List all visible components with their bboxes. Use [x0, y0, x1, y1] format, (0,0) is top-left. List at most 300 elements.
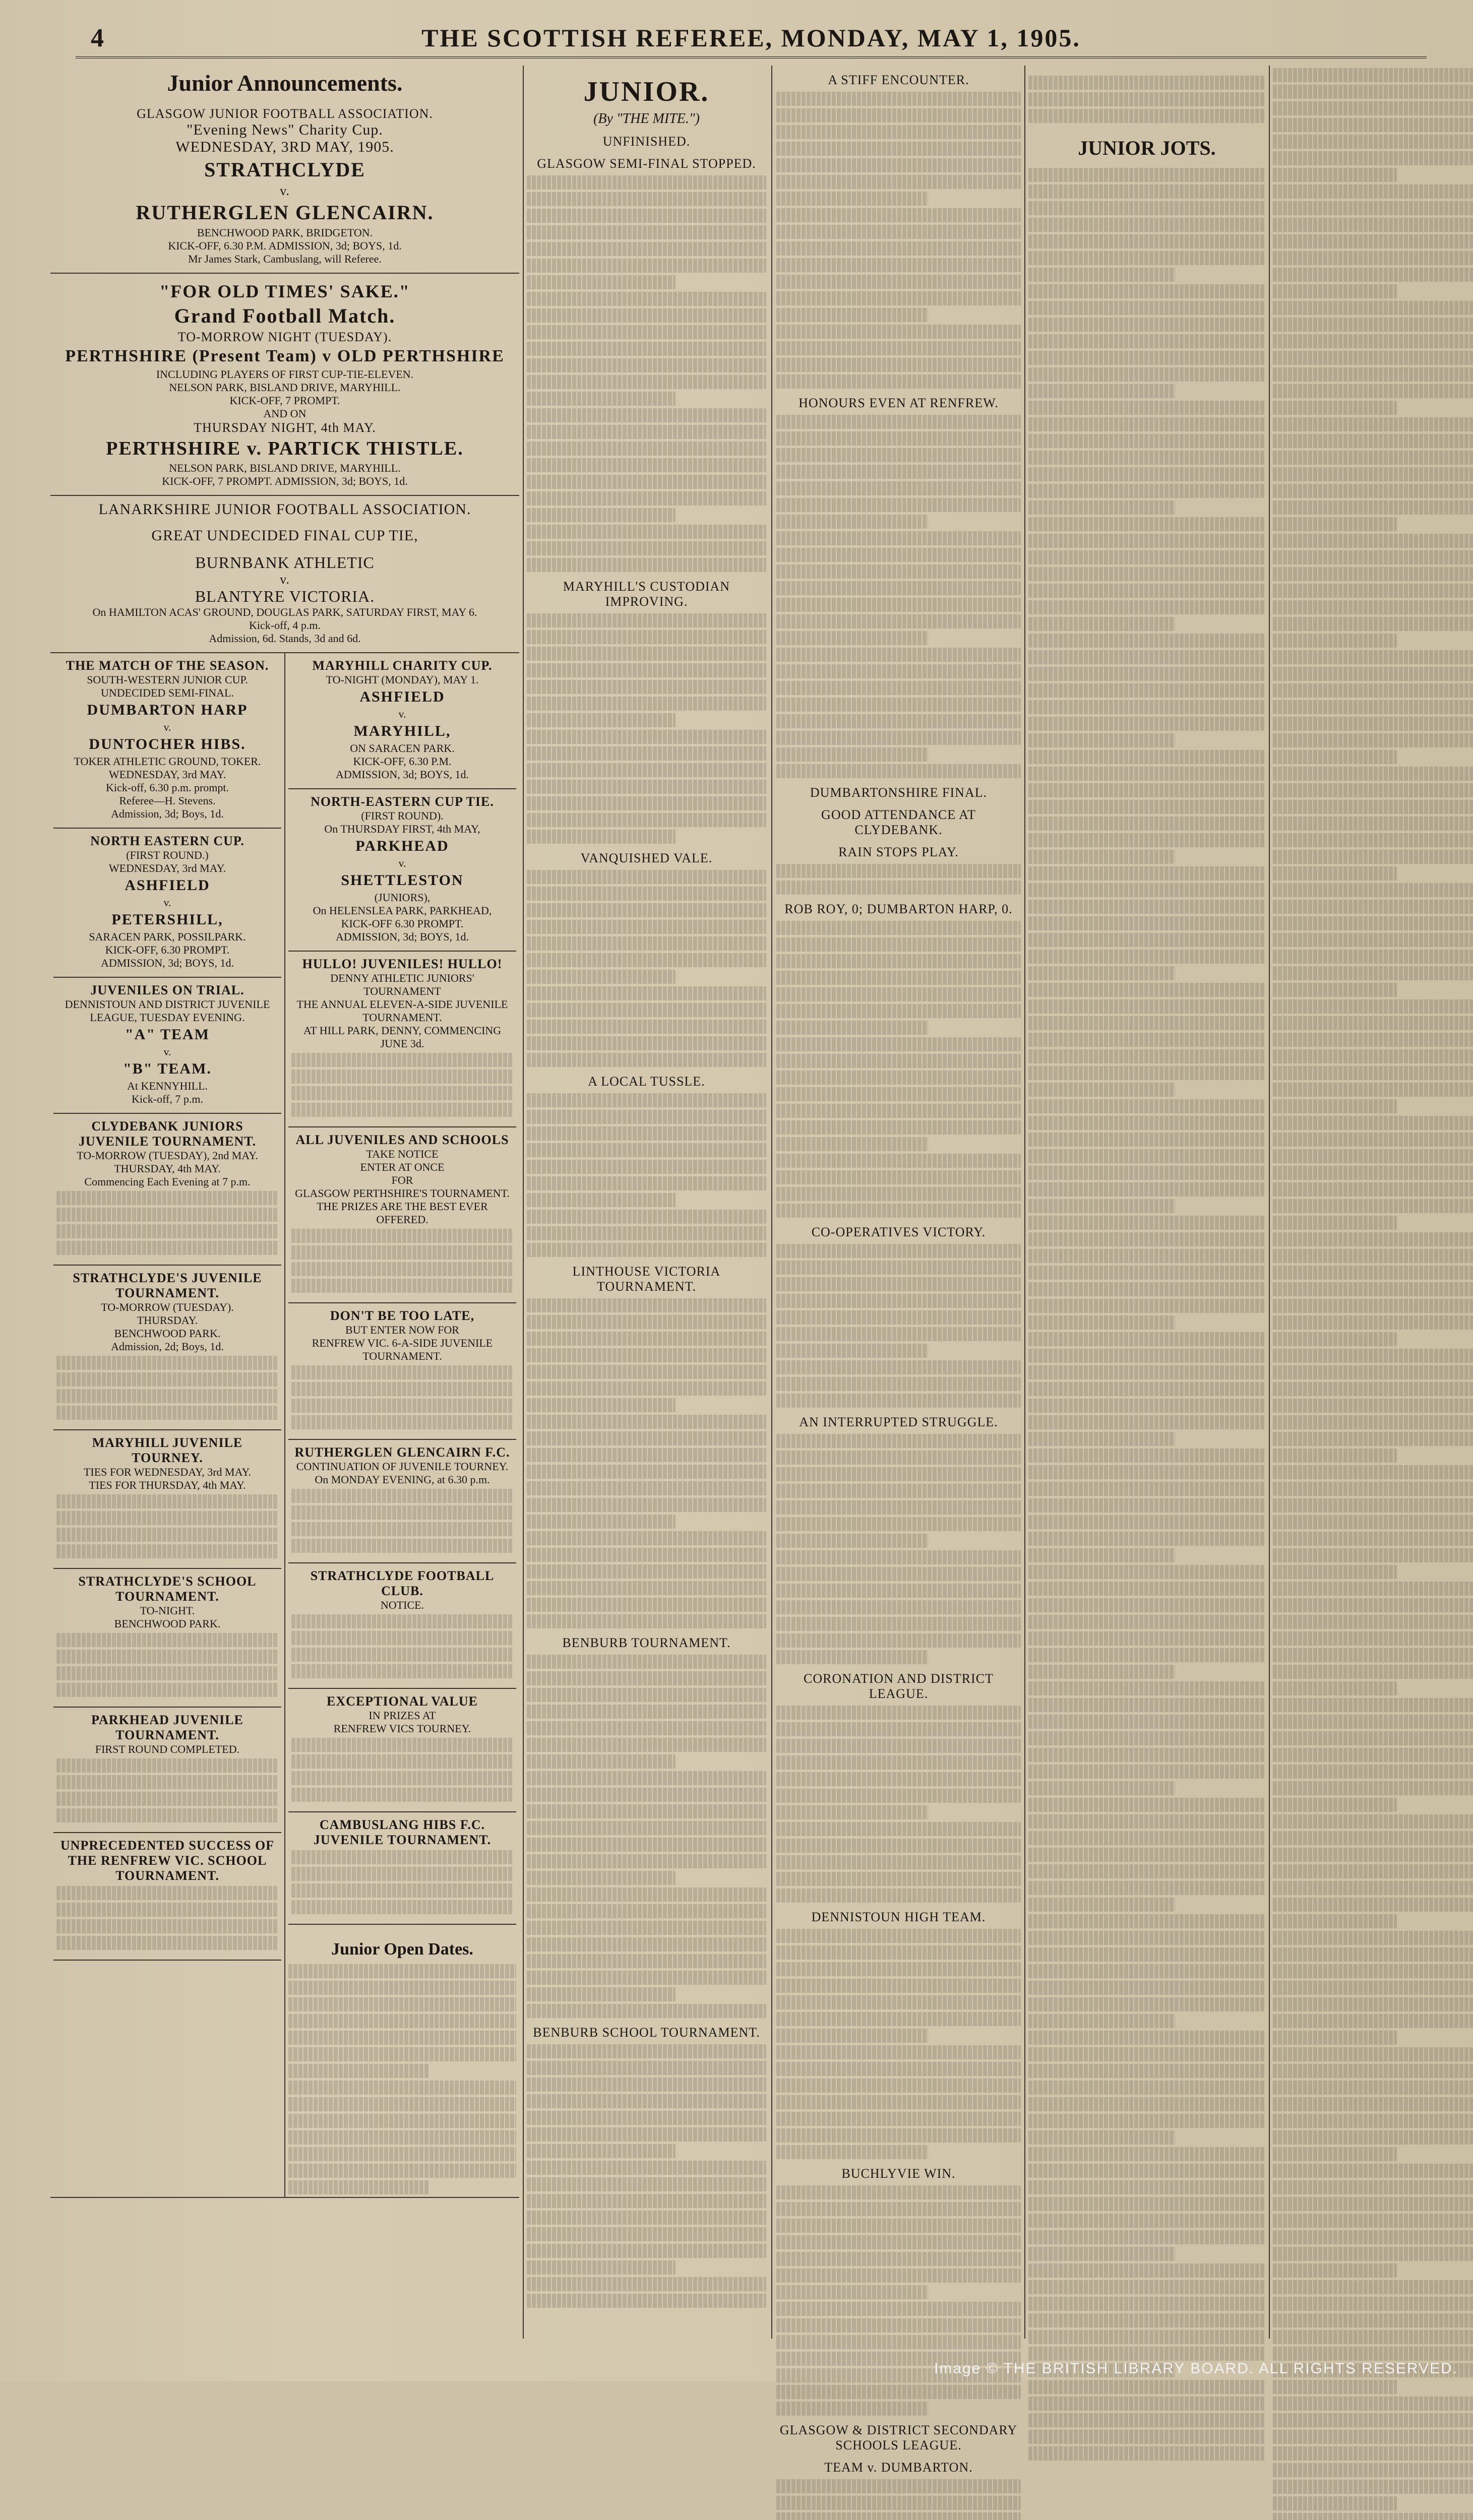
text-line: [1273, 2164, 1473, 2178]
text-line: [1028, 1665, 1175, 1679]
text-line: [527, 458, 766, 472]
text-line: [1273, 1698, 1473, 1712]
section-body: [776, 921, 1021, 1218]
text-line: [776, 358, 1021, 372]
ad-line: (FIRST ROUND.): [126, 849, 209, 861]
text-line: [1028, 218, 1265, 232]
ad-details: KICK-OFF 6.30 PROMPT.: [341, 917, 464, 930]
text-line: [1273, 1149, 1473, 1163]
section-body: [527, 175, 766, 572]
text-line: [291, 1279, 513, 1293]
text-line: [1028, 650, 1265, 664]
ad-team: DUMBARTON HARP: [87, 702, 248, 718]
text-line: [1273, 2397, 1473, 2411]
text-line: [527, 887, 766, 901]
text-line: [1273, 1598, 1473, 1612]
text-line: [776, 1567, 1021, 1581]
text-line: [1028, 1282, 1265, 1296]
text-line: [291, 1788, 513, 1802]
text-line: [1273, 2480, 1473, 2494]
text-line: [56, 1666, 278, 1680]
text-line: [527, 1821, 766, 1835]
ad-column-left: [50, 653, 285, 2197]
text-line: [527, 1671, 766, 1685]
text-line: [1028, 866, 1265, 880]
ad-title: STRATHCLYDE FOOTBALL CLUB.: [310, 1568, 495, 1598]
text-line: [56, 1224, 278, 1238]
text-line: [527, 730, 766, 744]
text-line: [527, 1804, 766, 1818]
ad-details: TOKER ATHLETIC GROUND, TOKER.: [74, 755, 261, 768]
text-line: [776, 192, 928, 206]
text-line: [776, 564, 1021, 579]
text-line: [288, 2031, 516, 2045]
text-line: [776, 1360, 1021, 1374]
ad-details: KICK-OFF, 7 PROMPT. ADMISSION, 3d; BOYS, 1d.: [162, 475, 408, 487]
text-line: [1273, 118, 1473, 132]
text-line: [527, 763, 766, 777]
ad-details: Admission, 6d. Stands, 3d and 6d.: [209, 632, 361, 645]
text-line: [1028, 484, 1265, 498]
text-line: [776, 158, 1021, 172]
text-line: [1273, 1532, 1473, 1546]
text-line: [1273, 2247, 1473, 2261]
text-line: [527, 375, 766, 389]
text-line: [1273, 1565, 1397, 1579]
text-line: [1273, 201, 1473, 215]
ad-line: (FIRST ROUND).: [361, 809, 444, 822]
text-line: [527, 259, 766, 273]
text-line: [1273, 833, 1473, 847]
ad-title: THE MATCH OF THE SEASON.: [66, 658, 269, 673]
section-body: [527, 1298, 766, 1628]
text-line: [291, 1754, 513, 1769]
text-line: [527, 541, 766, 555]
text-line: [527, 1110, 766, 1124]
text-line: [56, 1544, 278, 1558]
text-line: [1273, 1049, 1473, 1063]
text-line: [1028, 1648, 1265, 1662]
ad-details: Referee—H. Stevens.: [119, 794, 216, 807]
ad-lanarkshire-final: [50, 496, 519, 653]
text-line: [776, 1451, 1021, 1465]
advertisement: [53, 1114, 281, 1266]
ad-title: DON'T BE TOO LATE,: [330, 1308, 475, 1323]
ad-line: GLASGOW JUNIOR FOOTBALL ASSOCIATION.: [137, 106, 433, 121]
text-line: [1028, 2114, 1265, 2128]
text-line: [527, 2277, 766, 2291]
text-line: [527, 713, 676, 727]
text-line: [776, 1344, 928, 1358]
text-line: [1028, 567, 1265, 581]
text-line: [527, 1348, 766, 1362]
text-line: [288, 1981, 516, 1995]
text-line: [1028, 2430, 1265, 2444]
text-line: [1273, 2081, 1473, 2095]
ad-details: AT HILL PARK, DENNY, COMMENCING JUNE 3d.: [303, 1024, 502, 1050]
text-line: [1028, 2446, 1265, 2461]
ad-details: KICK-OFF, 6.30 PROMPT.: [105, 943, 230, 956]
text-line: [1028, 2197, 1265, 2211]
text-line: [776, 2128, 1021, 2143]
ad-details: Kick-off, 7 p.m.: [132, 1093, 203, 1105]
text-line: [776, 864, 1021, 878]
ad-line: On THURSDAY FIRST, 4th MAY,: [324, 823, 480, 835]
text-line: [1028, 1382, 1265, 1396]
advertisement: [53, 653, 281, 829]
advertisement: [288, 1812, 516, 1925]
ad-details: Admission, 2d; Boys, 1d.: [111, 1340, 224, 1353]
text-line: [1273, 1282, 1473, 1296]
section-heading: RAIN STOPS PLAY.: [838, 845, 959, 859]
ad-team: PERTHSHIRE (Present Team) v OLD PERTHSHIRE: [65, 347, 505, 365]
text-line: [288, 2097, 516, 2111]
text-line: [1273, 966, 1473, 980]
ad-title: RUTHERGLEN GLENCAIRN F.C.: [294, 1445, 510, 1460]
text-line: [527, 2211, 766, 2225]
text-line: [1028, 2214, 1265, 2228]
section-heading: DUMBARTONSHIRE FINAL.: [810, 785, 988, 800]
ad-venue: BENCHWOOD PARK, BRIDGETON.: [197, 226, 373, 239]
text-line: [1273, 2446, 1473, 2461]
text-line: [1273, 1033, 1473, 1047]
ad-line: TAKE NOTICE: [366, 1148, 439, 1160]
text-line: [527, 1721, 766, 1735]
text-line: [527, 1655, 766, 1669]
text-line: [1273, 933, 1473, 947]
article-list: [527, 156, 766, 2308]
text-line: [776, 1722, 1021, 1736]
text-line: [1028, 717, 1265, 731]
text-line: [776, 2219, 1021, 2233]
text-line: [527, 1515, 676, 1529]
text-line: [1028, 2097, 1265, 2111]
text-line: [1273, 1648, 1473, 1662]
text-line: [1273, 2347, 1473, 2361]
text-line: [1028, 850, 1175, 864]
ad-line: TIES FOR WEDNESDAY, 3rd MAY.: [83, 1466, 252, 1478]
article-kicker: UNFINISHED.: [602, 134, 691, 149]
column-rule: [771, 66, 772, 2339]
text-line: [291, 1053, 513, 1067]
text-line: [1273, 1947, 1473, 1962]
text-line: [776, 2402, 928, 2416]
text-line: [1028, 534, 1265, 548]
ad-line: LANARKSHIRE JUNIOR FOOTBALL ASSOCIATION.: [98, 501, 471, 518]
text-line: [1273, 1016, 1473, 1030]
ad-details: SARACEN PARK, POSSILPARK.: [89, 930, 246, 943]
ad-details: TIES FOR THURSDAY, 4th MAY.: [89, 1479, 246, 1491]
text-line: [527, 1581, 766, 1595]
text-line: [527, 1193, 676, 1207]
text-line: [776, 1839, 1021, 1853]
text-line: [1028, 1814, 1265, 1829]
section-heading: VANQUISHED VALE.: [580, 851, 713, 865]
text-line: [1273, 401, 1397, 415]
text-line: [776, 1739, 1021, 1753]
text-line: [56, 1208, 278, 1222]
text-line: [776, 241, 1021, 256]
text-line: [776, 1755, 1021, 1770]
section-body: [776, 2479, 1021, 2520]
text-line: [1273, 467, 1473, 481]
text-line: [776, 1650, 928, 1664]
text-line: [1273, 1548, 1473, 1562]
text-line: [56, 1511, 278, 1525]
text-line: [527, 1415, 766, 1429]
text-line: [1028, 1299, 1265, 1313]
text-line: [527, 1332, 766, 1346]
text-line: [776, 987, 1021, 1001]
text-line: [1028, 700, 1265, 714]
text-line: [56, 1886, 278, 1900]
text-line: [527, 1738, 766, 1752]
ad-old-times-sake: [50, 274, 519, 496]
text-line: [527, 1053, 766, 1067]
text-line: [288, 2081, 516, 2095]
section-body: [776, 2185, 1021, 2416]
text-line: [776, 275, 1021, 289]
text-line: [1273, 1615, 1473, 1629]
ad-team: ASHFIELD: [125, 877, 210, 894]
text-line: [527, 1871, 676, 1885]
text-line: [1273, 2230, 1473, 2244]
ad-team: PARKHEAD: [355, 838, 449, 854]
text-line: [1028, 600, 1265, 614]
text-line: [527, 2294, 766, 2308]
text-line: [776, 1310, 1021, 1325]
text-line: [1273, 2313, 1473, 2327]
text-line: [1273, 417, 1473, 431]
text-line: [527, 953, 766, 967]
text-line: [1028, 1033, 1265, 1047]
text-line: [1028, 1016, 1265, 1030]
text-line: [527, 175, 766, 190]
text-line: [1273, 1681, 1397, 1695]
text-line: [527, 1937, 766, 1951]
text-line: [776, 2235, 1021, 2249]
text-line: [776, 2269, 1021, 2283]
text-line: [776, 1004, 1021, 1018]
text-line: [776, 1929, 1021, 1943]
text-line: [776, 648, 1021, 662]
text-line: [1273, 484, 1473, 498]
text-line: [1273, 916, 1473, 930]
text-line: [1273, 1798, 1397, 1812]
text-line: [527, 1904, 766, 1918]
ad-details: At KENNYHILL.: [127, 1080, 208, 1092]
text-line: [1028, 683, 1265, 698]
text-line: [1028, 634, 1265, 648]
text-line: [56, 1406, 278, 1420]
ad-team: ASHFIELD: [359, 688, 445, 705]
text-line: [776, 1500, 1021, 1515]
ad-team: "A" TEAM: [125, 1026, 210, 1043]
section-body: [527, 613, 766, 844]
ad-details: ADMISSION, 3d; BOYS, 1d.: [335, 930, 469, 943]
text-line: [1028, 900, 1265, 914]
section-heading: ROB ROY, 0; DUMBARTON HARP, 0.: [784, 902, 1013, 916]
text-line: [776, 92, 1021, 106]
ad-details: Commencing Each Evening at 7 p.m.: [84, 1175, 251, 1188]
ad-title: CAMBUSLANG HIBS F.C. JUVENILE TOURNAMENT.: [313, 1817, 492, 1847]
text-line: [1028, 500, 1175, 515]
ad-details: AND ON: [263, 407, 306, 420]
text-line: [776, 2302, 1021, 2316]
advertisement: [53, 829, 281, 978]
section-body: [776, 1244, 1021, 1408]
advertisement: [288, 1440, 516, 1563]
text-line: [1028, 933, 1265, 947]
advertisement: [53, 1430, 281, 1569]
text-line: [1273, 2130, 1473, 2145]
text-line: [288, 2047, 516, 2061]
text-line: [1028, 1548, 1175, 1562]
text-line: [1273, 983, 1397, 997]
text-line: [776, 1633, 1021, 1648]
text-line: [1028, 1332, 1265, 1346]
text-line: [527, 558, 766, 572]
text-line: [776, 681, 1021, 695]
text-line: [776, 1517, 1021, 1531]
text-line: [1273, 1448, 1397, 1463]
text-line: [776, 880, 1021, 895]
advertisement: [53, 1708, 281, 1833]
text-line: [291, 1262, 513, 1276]
text-line: [1273, 2297, 1473, 2311]
text-line: [1028, 1981, 1265, 1995]
text-line: [1273, 1249, 1473, 1263]
text-line: [1028, 1415, 1265, 1429]
ad-versus: v.: [398, 708, 406, 720]
text-line: [527, 680, 766, 694]
text-line: [1273, 2280, 1473, 2294]
text-line: [291, 1229, 513, 1243]
text-line: [291, 1415, 513, 1429]
text-line: [1273, 301, 1473, 315]
text-line: [776, 1584, 1021, 1598]
text-line: [527, 225, 766, 239]
text-line: [527, 1788, 766, 1802]
text-line: [1273, 1665, 1473, 1679]
article-body: [1273, 68, 1473, 2520]
text-line: [776, 1467, 1021, 1481]
article-list: [776, 73, 1021, 2520]
text-line: [1273, 1498, 1473, 1513]
text-line: [527, 192, 766, 206]
text-line: [1273, 1898, 1473, 1912]
text-line: [1028, 251, 1265, 265]
ad-title: JUVENILES ON TRIAL.: [90, 983, 244, 997]
text-line: [1028, 2081, 1265, 2095]
text-line: [1273, 1814, 1473, 1829]
section-heading: DENNISTOUN HIGH TEAM.: [811, 1910, 986, 1924]
text-line: [1028, 1199, 1175, 1213]
text-line: [1273, 1349, 1473, 1363]
text-line: [1028, 1781, 1175, 1795]
junior-jots-column: [1028, 66, 1265, 2344]
text-line: [1273, 1299, 1473, 1313]
text-line: [776, 2029, 928, 2043]
ad-title: MARYHILL CHARITY CUP.: [312, 658, 493, 673]
section-body: [776, 1929, 1021, 2159]
text-line: [1273, 1066, 1473, 1080]
text-line: [527, 1498, 766, 1512]
text-line: [776, 225, 1021, 239]
text-line: [1028, 434, 1265, 448]
ad-versus: v.: [398, 857, 406, 869]
text-line: [527, 1705, 766, 1719]
ad-versus: v.: [163, 1045, 171, 1058]
text-line: [1028, 1132, 1265, 1147]
text-line: [1273, 1748, 1473, 1762]
text-line: [776, 1070, 1021, 1085]
text-line: [776, 531, 1021, 545]
text-line: [776, 2062, 1021, 2076]
text-line: [527, 796, 766, 810]
ad-line: TO-MORROW (TUESDAY), 2nd MAY.: [77, 1149, 258, 1162]
ad-title: STRATHCLYDE'S JUVENILE TOURNAMENT.: [73, 1271, 262, 1300]
ad-line: DENNISTOUN AND DISTRICT JUVENILE LEAGUE, TUESDAY EVENING.: [65, 998, 270, 1024]
text-line: [776, 954, 1021, 968]
text-line: [776, 598, 1021, 612]
text-line: [1028, 2130, 1175, 2145]
ad-line: ENTER AT ONCE: [360, 1161, 445, 1173]
text-line: [1273, 1914, 1397, 1928]
text-line: [776, 308, 928, 322]
text-line: [527, 2094, 766, 2108]
ad-line: GREAT UNDECIDED FINAL CUP TIE,: [151, 527, 418, 544]
text-line: [288, 2164, 516, 2178]
text-line: [1028, 1631, 1265, 1646]
text-line: [527, 1448, 766, 1462]
ad-line: TO-NIGHT (MONDAY), MAY 1.: [326, 673, 479, 686]
ad-details: On MONDAY EVENING, at 6.30 p.m.: [315, 1473, 490, 1486]
text-line: [527, 1003, 766, 1017]
ad-details: (JUNIORS),: [374, 891, 431, 904]
text-line: [1028, 1748, 1265, 1762]
text-line: [1028, 1681, 1265, 1695]
text-line: [527, 1176, 766, 1190]
text-line: [527, 408, 766, 422]
text-line: [1273, 767, 1473, 781]
text-line: [1028, 1715, 1265, 1729]
text-line: [1028, 2147, 1265, 2161]
text-line: [776, 614, 1021, 628]
text-line: [527, 1971, 766, 1985]
text-line: [56, 1808, 278, 1822]
text-line: [1028, 268, 1175, 282]
text-line: [776, 125, 1021, 139]
text-line: [527, 1365, 766, 1379]
text-line: [1273, 234, 1473, 248]
text-line: [1273, 2496, 1397, 2510]
ad-title: NORTH EASTERN CUP.: [90, 834, 244, 848]
text-line: [1273, 1182, 1473, 1196]
text-line: [1028, 1864, 1265, 1878]
text-line: [776, 1154, 1021, 1168]
text-line: [1273, 1781, 1473, 1795]
text-line: [1028, 451, 1265, 465]
image-credit: Image © THE BRITISH LIBRARY BOARD. ALL RIGHTS RESERVED.: [934, 2360, 1458, 2377]
ad-title: ALL JUVENILES AND SCHOOLS: [295, 1132, 509, 1147]
text-line: [776, 2095, 1021, 2109]
ad-line: NOTICE.: [380, 1599, 424, 1611]
advertisement: [288, 1563, 516, 1689]
text-line: [527, 1093, 766, 1107]
text-line: [776, 2496, 1021, 2510]
text-line: [291, 1399, 513, 1413]
